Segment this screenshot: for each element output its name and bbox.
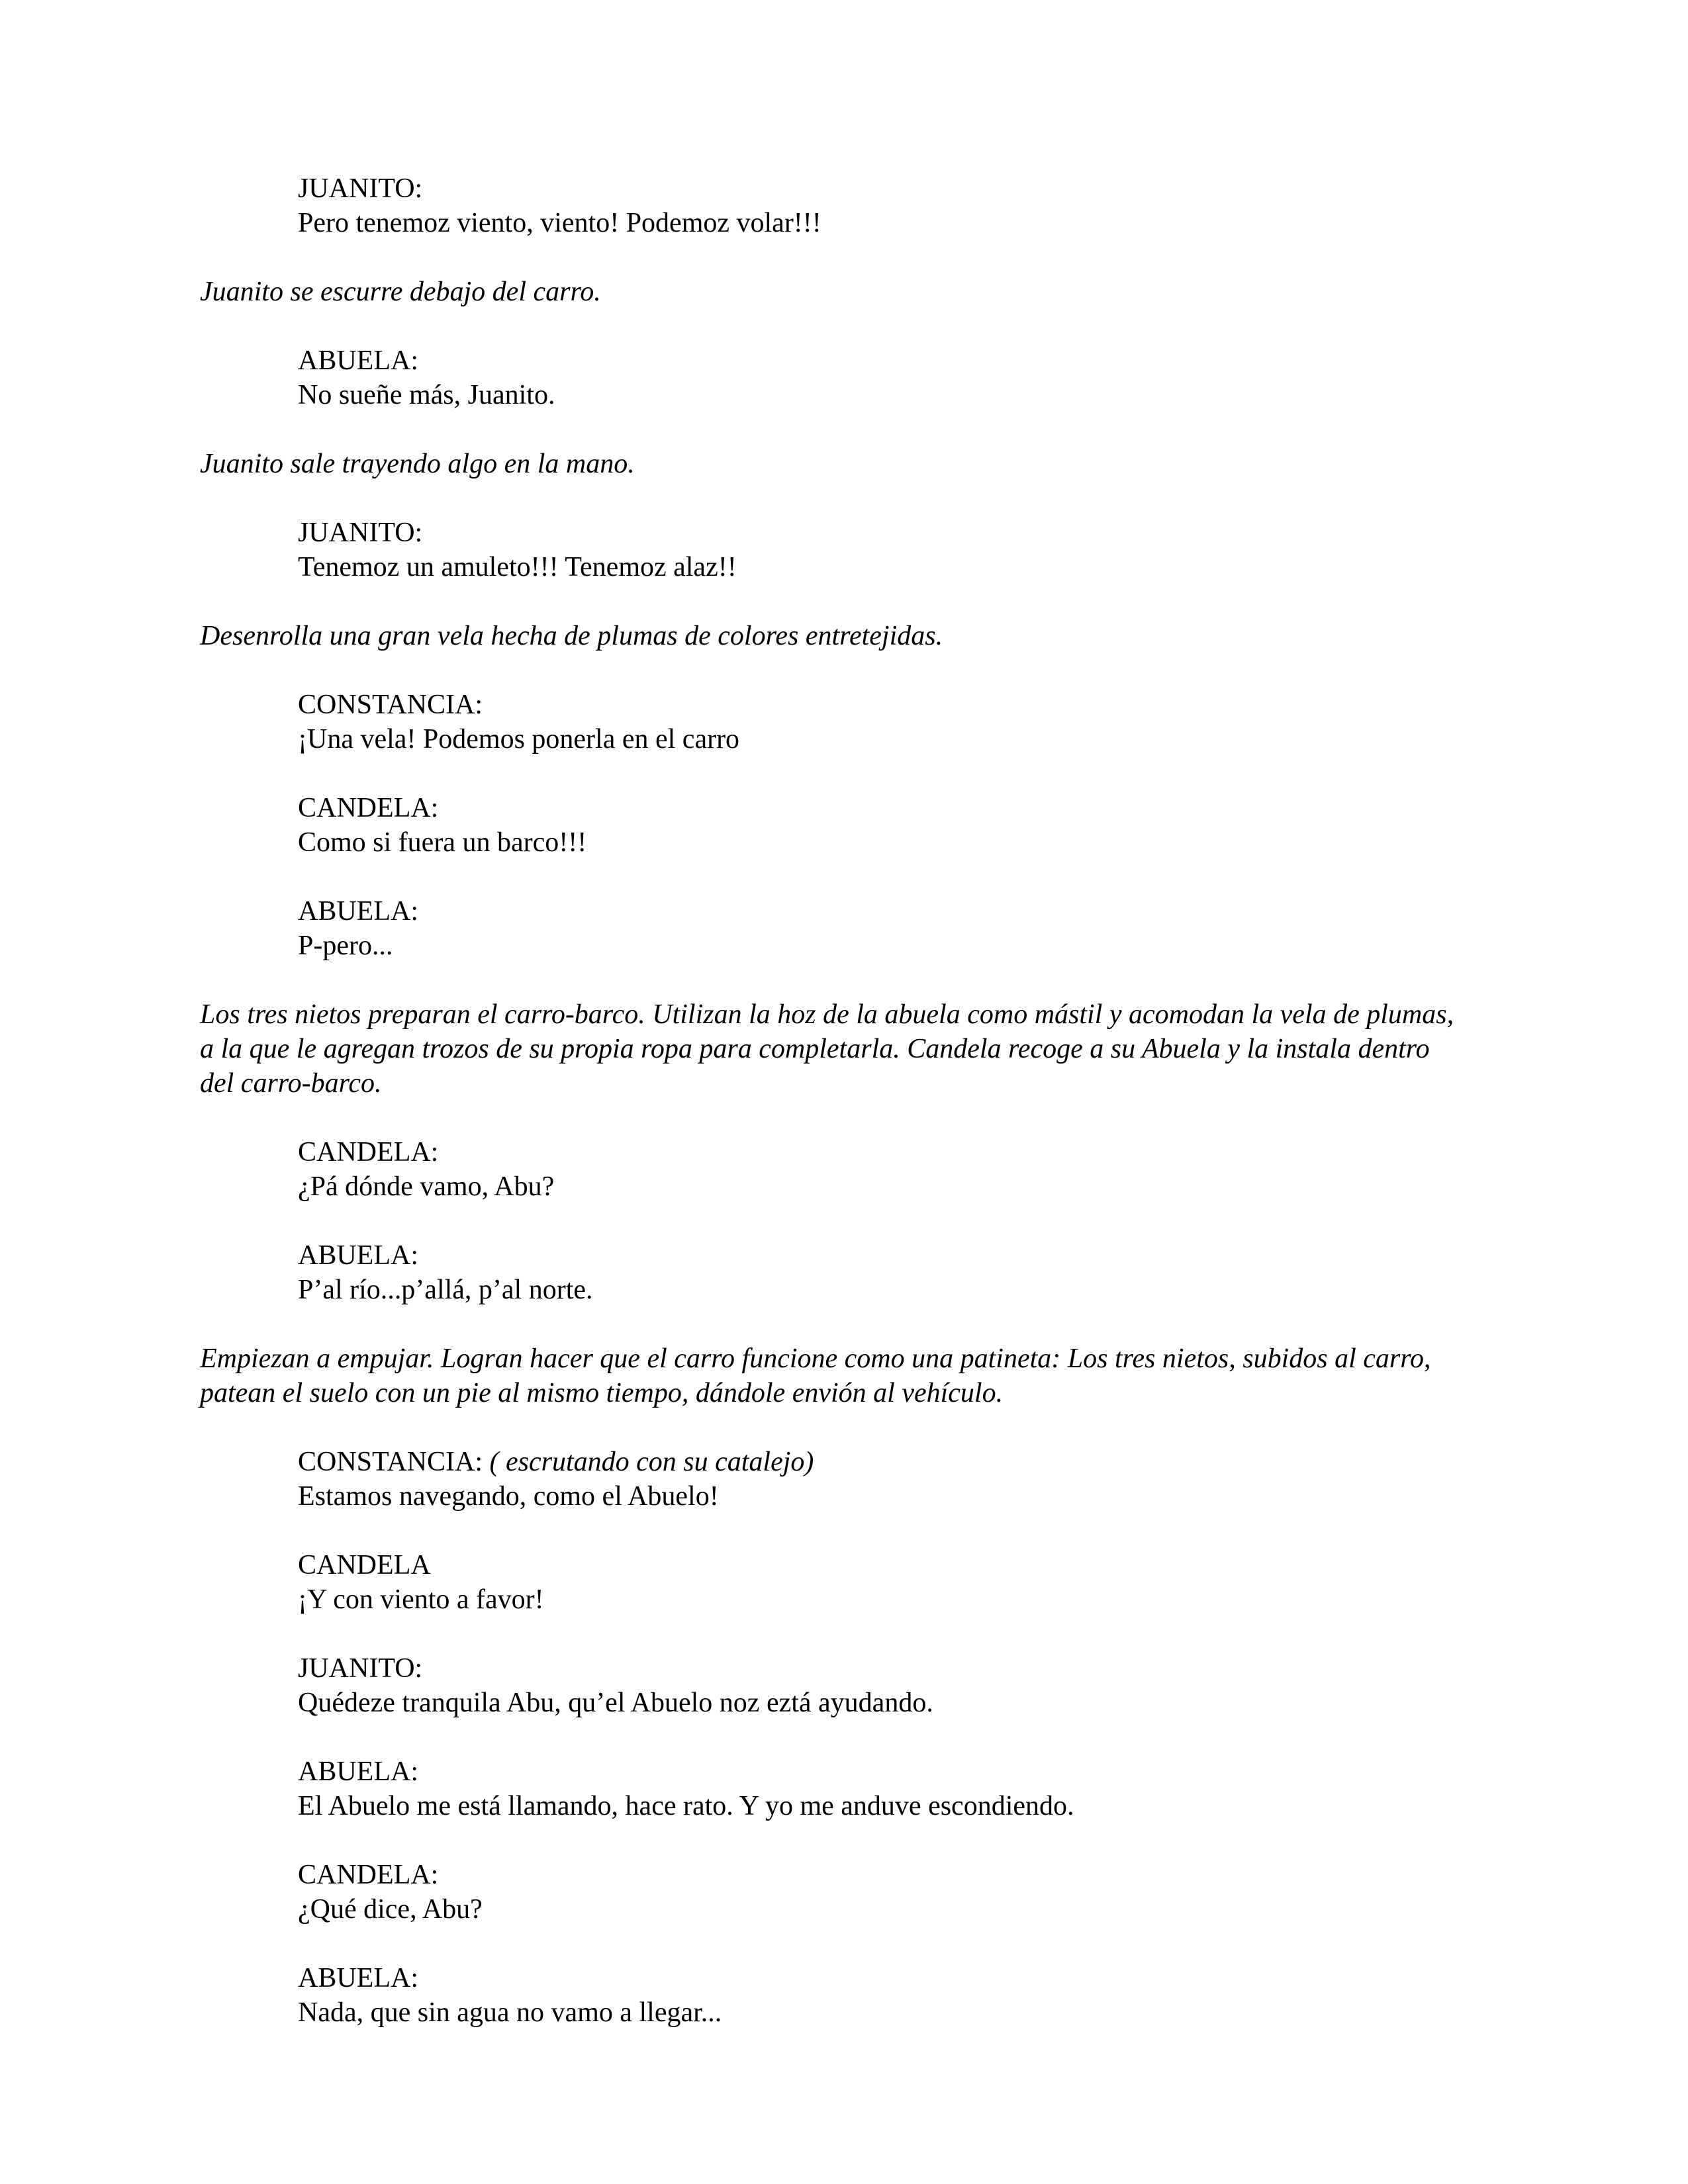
- stage-direction: Juanito sale trayendo algo en la mano.: [200, 449, 635, 479]
- stage-direction-line: patean el suelo con un pie al mismo tiempo, dándole envión al vehículo.: [200, 1378, 1004, 1408]
- dialogue-line: P-pero...: [298, 931, 393, 961]
- character-name: ABUELA:: [298, 345, 418, 376]
- dialogue-line: Tenemoz un amuleto!!! Tenemoz alaz!!: [298, 552, 737, 582]
- character-name: CANDELA:: [298, 1860, 439, 1890]
- character-name-with-parenthetical: [298, 1445, 814, 1479]
- dialogue-line: ¿Qué dice, Abu?: [298, 1894, 483, 1925]
- character-name: CANDELA:: [298, 793, 439, 823]
- stage-direction-line: del carro-barco.: [200, 1068, 382, 1099]
- character-name: ABUELA:: [298, 896, 418, 927]
- dialogue-line: P’al río...p’allá, p’al norte.: [298, 1275, 593, 1305]
- stage-direction: Desenrolla una gran vela hecha de plumas de colores entretejidas.: [200, 621, 943, 651]
- character-name: CONSTANCIA:: [298, 690, 483, 720]
- character-name: CANDELA:: [298, 1137, 439, 1167]
- character-name: JUANITO:: [298, 173, 423, 204]
- dialogue-line: ¿Pá dónde vamo, Abu?: [298, 1171, 555, 1202]
- character-name: ABUELA:: [298, 1756, 418, 1787]
- character-name: ABUELA:: [298, 1963, 418, 1993]
- character-name: CANDELA: [298, 1550, 431, 1580]
- dialogue-line: ¡Y con viento a favor!: [298, 1584, 544, 1615]
- dialogue-line: Nada, que sin agua no vamo a llegar...: [298, 1997, 722, 2028]
- dialogue-line: El Abuelo me está llamando, hace rato. Y yo me anduve escondiendo.: [298, 1791, 1074, 1821]
- character-name: CONSTANCIA:: [298, 1447, 483, 1477]
- dialogue-line: Estamos navegando, como el Abuelo!: [298, 1481, 719, 1512]
- dialogue-line: Quédeze tranquila Abu, qu’el Abuelo noz eztá ayudando.: [298, 1688, 933, 1718]
- parenthetical: ( escrutando con su catalejo): [489, 1447, 814, 1477]
- stage-direction-line: a la que le agregan trozos de su propia ropa para completarla. Candela recoge a su Abuela y la instala dentro: [200, 1034, 1430, 1064]
- dialogue-line: ¡Una vela! Podemos ponerla en el carro: [298, 724, 740, 754]
- character-name: JUANITO:: [298, 518, 423, 548]
- stage-direction-line: Empiezan a empujar. Logran hacer que el carro funcione como una patineta: Los tres nietos, subidos al carro,: [200, 1343, 1431, 1374]
- stage-direction-line: Los tres nietos preparan el carro-barco. Utilizan la hoz de la abuela como mástil y acomodan la vela de plumas,: [200, 999, 1454, 1030]
- dialogue-line: No sueñe más, Juanito.: [298, 380, 555, 410]
- character-name: JUANITO:: [298, 1653, 423, 1684]
- stage-direction: Juanito se escurre debajo del carro.: [200, 277, 601, 307]
- character-name: ABUELA:: [298, 1240, 418, 1271]
- dialogue-line: Como si fuera un barco!!!: [298, 827, 587, 858]
- dialogue-line: Pero tenemoz viento, viento! Podemoz volar!!!: [298, 208, 821, 238]
